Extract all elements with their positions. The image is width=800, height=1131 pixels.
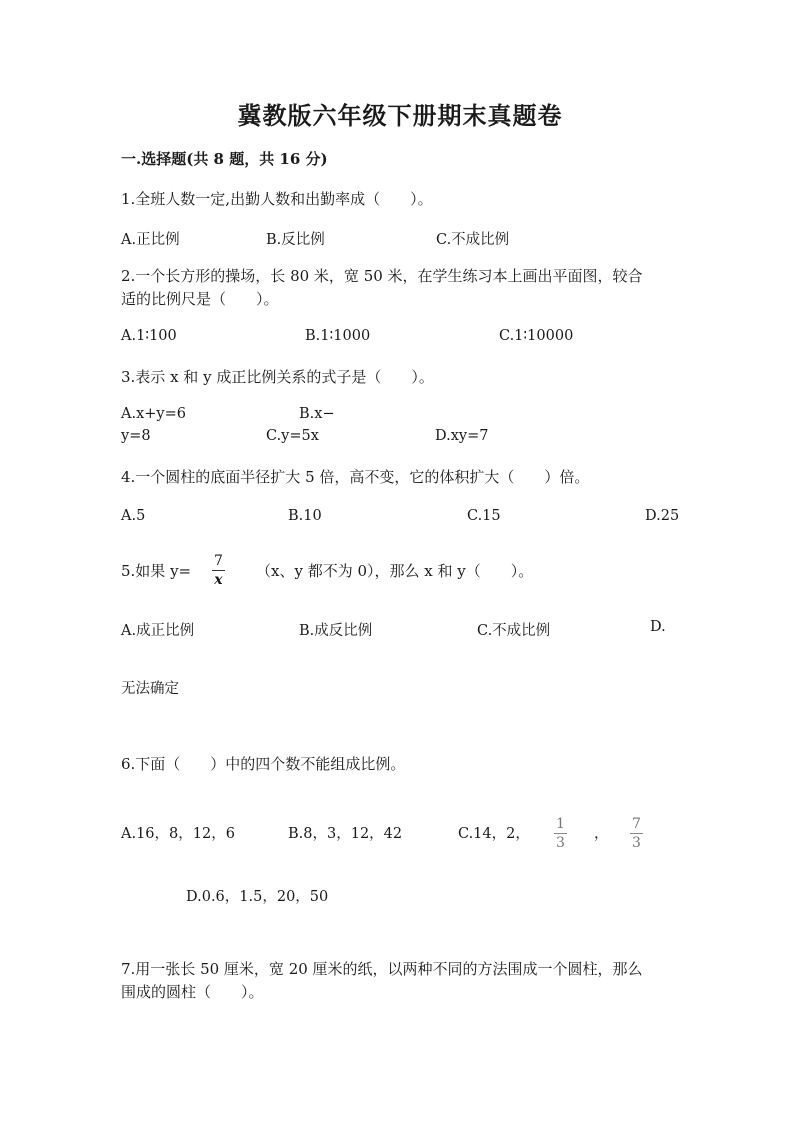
question-5-fraction [212, 553, 225, 588]
question-5-suffix: （x、y 都不为 0），那么 x 和 y（ ）。 [256, 562, 534, 580]
question-2-option-b: B.1∶1000 [305, 328, 371, 344]
fraction-bar [212, 570, 225, 571]
question-2-option-c: C.1∶10000 [499, 328, 574, 344]
fraction-bar [554, 833, 567, 834]
question-6-option-b: B.8，3，12，42 [288, 826, 403, 842]
question-4-option-a: A.5 [121, 508, 146, 524]
question-3-option-c: C.y=5x [266, 428, 319, 444]
question-2-option-a: A.1∶100 [121, 328, 177, 344]
section-heading: 一.选择题(共 8 题，共 16 分) [121, 150, 328, 168]
question-1-option-b: B.反比例 [266, 232, 325, 248]
question-6-option-c: C.14，2， [458, 826, 530, 842]
question-4-option-d: D.25 [645, 508, 680, 524]
question-3-option-b-part1: B.x− [299, 406, 335, 422]
question-5-fraction-numerator: 7 [214, 553, 223, 569]
question-3-option-a: A.x+y=6 [121, 406, 186, 422]
question-5-option-d-text: 无法确定 [121, 681, 179, 697]
page-title: 冀教版六年级下册期末真题卷 [237, 101, 563, 130]
question-5-option-d-label: D. [650, 619, 666, 635]
question-5-option-b: B.成反比例 [299, 623, 373, 639]
question-6-fraction-1-numerator: 1 [556, 816, 565, 832]
question-2-text-line2: 适的比例尺是（ ）。 [121, 290, 279, 308]
question-5-prefix: 5.如果 y= [121, 562, 192, 580]
question-6-fraction-2 [630, 816, 643, 851]
question-1-text: 1.全班人数一定,出勤人数和出勤率成（ ）。 [121, 190, 433, 208]
question-5-fraction-denominator: x [214, 572, 223, 588]
question-2-text-line1: 2.一个长方形的操场，长 80 米，宽 50 米，在学生练习本上画出平面图，较合 [121, 267, 643, 285]
question-5-option-a: A.成正比例 [121, 623, 195, 639]
question-3-text: 3.表示 x 和 y 成正比例关系的式子是（ ）。 [121, 368, 434, 386]
question-6-option-d: D.0.6，1.5，20，50 [186, 889, 329, 905]
question-6-fraction-2-numerator: 7 [632, 816, 641, 832]
question-6-fraction-1 [554, 816, 567, 851]
question-6-option-a: A.16，8，12，6 [121, 826, 235, 842]
question-6-separator: ， [594, 826, 609, 842]
question-6-fraction-2-denominator: 3 [632, 835, 641, 851]
fraction-bar [630, 833, 643, 834]
question-7-text-line1: 7.用一张长 50 厘米，宽 20 厘米的纸，以两种不同的方法围成一个圆柱，那么 [121, 960, 643, 978]
question-6-text: 6.下面（ ）中的四个数不能组成比例。 [121, 755, 406, 773]
question-1-option-c: C.不成比例 [436, 232, 510, 248]
question-6-fraction-1-denominator: 3 [556, 835, 565, 851]
question-3-option-b-part2: y=8 [121, 428, 151, 444]
question-4-option-c: C.15 [467, 508, 501, 524]
question-5-option-c: C.不成比例 [477, 623, 551, 639]
question-4-option-b: B.10 [288, 508, 322, 524]
question-4-text: 4.一个圆柱的底面半径扩大 5 倍，高不变，它的体积扩大（ ）倍。 [121, 468, 590, 486]
question-7-text-line2: 围成的圆柱（ ）。 [121, 983, 264, 1001]
question-1-option-a: A.正比例 [121, 232, 180, 248]
question-3-option-d: D.xy=7 [435, 428, 489, 444]
